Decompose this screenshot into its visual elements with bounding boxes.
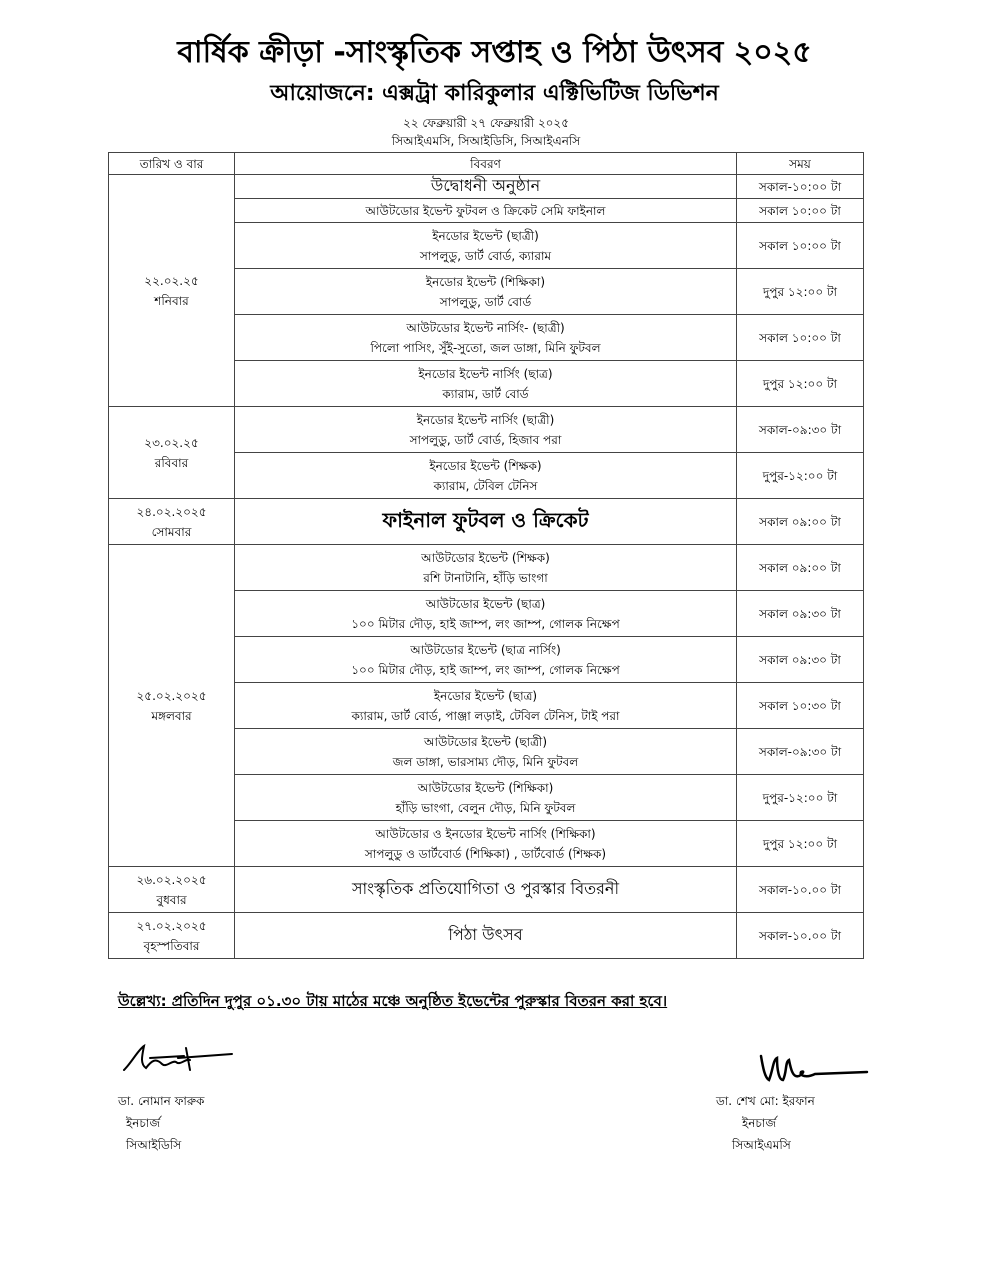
description-cell [235, 407, 737, 453]
description-cell [235, 913, 737, 959]
description-cell [235, 775, 737, 821]
day-value: শনিবার [154, 293, 189, 308]
date-value: ২৫.০২.২০২৫ [136, 688, 207, 703]
time-cell: দুপুর-১২:০০ টা [737, 453, 864, 499]
signatory-name: ডা. নোমান ফারুক [118, 1094, 205, 1108]
description-line: রশি টানাটানি, হাঁড়ি ভাংগা [423, 570, 548, 585]
description-line: জল ডাঙ্গা, ভারসাম্য দৌড়, মিনি ফুটবল [392, 754, 579, 769]
signature-block-left [118, 1090, 204, 1156]
date-value: ২২.০২.২৫ [144, 273, 199, 288]
description-cell [235, 269, 737, 315]
description-line: ১০০ মিটার দৌড়, হাই জাম্প, লং জাম্প, গোলক নিক্ষেপ [351, 616, 620, 631]
description-line: ইনডোর ইভেন্ট নার্সিং (ছাত্র) [418, 366, 553, 381]
page-subtitle: আয়োজনে: এক্সট্রা কারিকুলার এক্টিভিটিজ ডিভিশন [270, 81, 719, 106]
time-cell: সকাল ০৯:৩০ টা [737, 591, 864, 637]
day-value: রবিবার [154, 455, 189, 470]
description-line: সাংস্কৃতিক প্রতিযোগিতা ও পুরস্কার বিতরনী [351, 879, 620, 898]
description-cell [235, 315, 737, 361]
table-row [109, 545, 864, 591]
signatory-role: ইনচার্জ [126, 1116, 161, 1130]
description-cell [235, 683, 737, 729]
time-cell: সকাল ১০:০০ টা [737, 199, 864, 223]
date-value: ২৭.০২.২০২৫ [136, 918, 207, 933]
header-time: সময় [737, 153, 864, 175]
time-cell: সকাল-০৯:৩০ টা [737, 729, 864, 775]
description-line: ইনডোর ইভেন্ট (ছাত্রী) [432, 228, 539, 243]
description-line: আউটডোর ইভেন্ট ফুটবল ও ক্রিকেট সেমি ফাইনাল [365, 203, 606, 218]
signature-right-icon [755, 1050, 875, 1090]
table-row [109, 499, 864, 545]
description-cell [235, 821, 737, 867]
description-line: সাপলুডু, ডার্ট বোর্ড, হিজাব পরা [409, 432, 562, 447]
description-line: ইনডোর ইভেন্ট (ছাত্র) [433, 688, 538, 703]
description-line: সাপলুডু, ডার্ট বোর্ড, ক্যারাম [419, 248, 552, 263]
description-line: আউটডোর ইভেন্ট (শিক্ষক) [421, 550, 550, 565]
time-cell: দুপুর ১২:০০ টা [737, 361, 864, 407]
table-row [109, 867, 864, 913]
time-cell: সকাল-০৯:৩০ টা [737, 407, 864, 453]
description-line: সাপলুডু ও ডার্টবোর্ড (শিক্ষিকা) , ডার্টবোর্ড (শিক্ষক) [364, 846, 607, 861]
time-cell: সকাল ০৯:০০ টা [737, 545, 864, 591]
signatory-name: ডা. শেখ মো: ইরফান [716, 1094, 815, 1108]
description-line: আউটডোর ও ইনডোর ইভেন্ট নার্সিং (শিক্ষিকা) [375, 826, 596, 841]
table-row [109, 913, 864, 959]
description-cell [235, 499, 737, 545]
description-line: আউটডোর ইভেন্ট (শিক্ষিকা) [417, 780, 554, 795]
header-description: বিবরণ [235, 153, 737, 175]
page-title: বার্ষিক ক্রীড়া -সাংস্কৃতিক সপ্তাহ ও পিঠা উৎসব ২০২৫ [177, 35, 812, 70]
description-cell [235, 545, 737, 591]
table-row [109, 407, 864, 453]
date-cell [109, 499, 235, 545]
signatory-org: সিআইডিসি [126, 1138, 182, 1152]
description-line: ক্যারাম, টেবিল টেনিস [433, 478, 538, 493]
time-cell: সকাল ১০:৩০ টা [737, 683, 864, 729]
schedule-table [108, 152, 864, 959]
date-value: ২৩.০২.২৫ [144, 435, 199, 450]
description-line: ফাইনাল ফুটবল ও ক্রিকেট [382, 508, 589, 532]
description-line: আউটডোর ইভেন্ট (ছাত্র নার্সিং) [410, 642, 561, 657]
description-line: ক্যারাম, ডার্ট বোর্ড, পাঞ্জা লড়াই, টেবিল টেনিস, টাই পরা [351, 708, 620, 723]
table-row [109, 175, 864, 199]
table-header-row [109, 153, 864, 175]
description-cell [235, 637, 737, 683]
description-line: ইনডোর ইভেন্ট (শিক্ষক) [429, 458, 542, 473]
time-cell: দুপুর ১২:০০ টা [737, 821, 864, 867]
date-cell [109, 407, 235, 499]
description-cell [235, 591, 737, 637]
time-cell: সকাল-১০:০০ টা [737, 175, 864, 199]
time-cell: সকাল-১০.০০ টা [737, 913, 864, 959]
note-text: উল্লেখ্য: প্রতিদিন দুপুর ০১.৩০ টায় মাঠের মঞ্চে অনুষ্ঠিত ইভেন্টের পুরুস্কার বিতরন করা হবে। [118, 992, 668, 1010]
time-cell: সকাল ০৯:০০ টা [737, 499, 864, 545]
date-value: ২৪.০২.২০২৫ [136, 504, 207, 519]
description-line: ইনডোর ইভেন্ট নার্সিং (ছাত্রী) [416, 412, 555, 427]
description-line: পিঠা উৎসব [448, 925, 523, 944]
time-cell: দুপুর ১২:০০ টা [737, 269, 864, 315]
time-cell: সকাল ০৯:৩০ টা [737, 637, 864, 683]
signatory-role: ইনচার্জ [742, 1116, 777, 1130]
signatory-org: সিআইএমসি [732, 1138, 791, 1152]
description-cell [235, 453, 737, 499]
description-cell [235, 175, 737, 199]
description-cell [235, 867, 737, 913]
date-cell [109, 545, 235, 867]
description-cell [235, 199, 737, 223]
time-cell: দুপুর-১২:০০ টা [737, 775, 864, 821]
institutions: সিআইএমসি, সিআইডিসি, সিআইএনসি [391, 134, 581, 148]
header-date: তারিখ ও বার [109, 153, 235, 175]
event-dates: ২২ ফেব্রুয়ারী ২৭ ফেব্রুয়ারী ২০২৫ [402, 116, 570, 130]
signature-left-icon [120, 1040, 240, 1080]
description-line: হাঁড়ি ভাংগা, বেলুন দৌড়, মিনি ফুটবল [395, 800, 576, 815]
description-cell [235, 729, 737, 775]
time-cell: সকাল-১০.০০ টা [737, 867, 864, 913]
description-line: ইনডোর ইভেন্ট (শিক্ষিকা) [425, 274, 546, 289]
description-line: ক্যারাম, ডার্ট বোর্ড [442, 386, 529, 401]
day-value: বৃহস্পতিবার [143, 938, 200, 953]
date-cell [109, 913, 235, 959]
description-cell [235, 361, 737, 407]
description-line: আউটডোর ইভেন্ট (ছাত্র) [425, 596, 546, 611]
date-cell [109, 175, 235, 407]
day-value: বুধবার [156, 892, 187, 907]
description-line: পিলো পাসিং, সুঁই-সুতো, জল ডাঙ্গা, মিনি ফুটবল [370, 340, 601, 355]
description-line: আউটডোর ইভেন্ট নার্সিং- (ছাত্রী) [406, 320, 565, 335]
date-value: ২৬.০২.২০২৫ [136, 872, 207, 887]
description-line: সাপলুডু, ডার্ট বোর্ড [439, 294, 532, 309]
signature-block-right [716, 1090, 815, 1156]
description-cell [235, 223, 737, 269]
time-cell: সকাল ১০:০০ টা [737, 315, 864, 361]
description-line: উদ্বোধনী অনুষ্ঠান [430, 176, 541, 195]
day-value: সোমবার [151, 524, 192, 539]
description-line: ১০০ মিটার দৌড়, হাই জাম্প, লং জাম্প, গোলক নিক্ষেপ [351, 662, 620, 677]
description-line: আউটডোর ইভেন্ট (ছাত্রী) [423, 734, 548, 749]
day-value: মঙ্গলবার [151, 708, 192, 723]
time-cell: সকাল ১০:০০ টা [737, 223, 864, 269]
date-cell [109, 867, 235, 913]
